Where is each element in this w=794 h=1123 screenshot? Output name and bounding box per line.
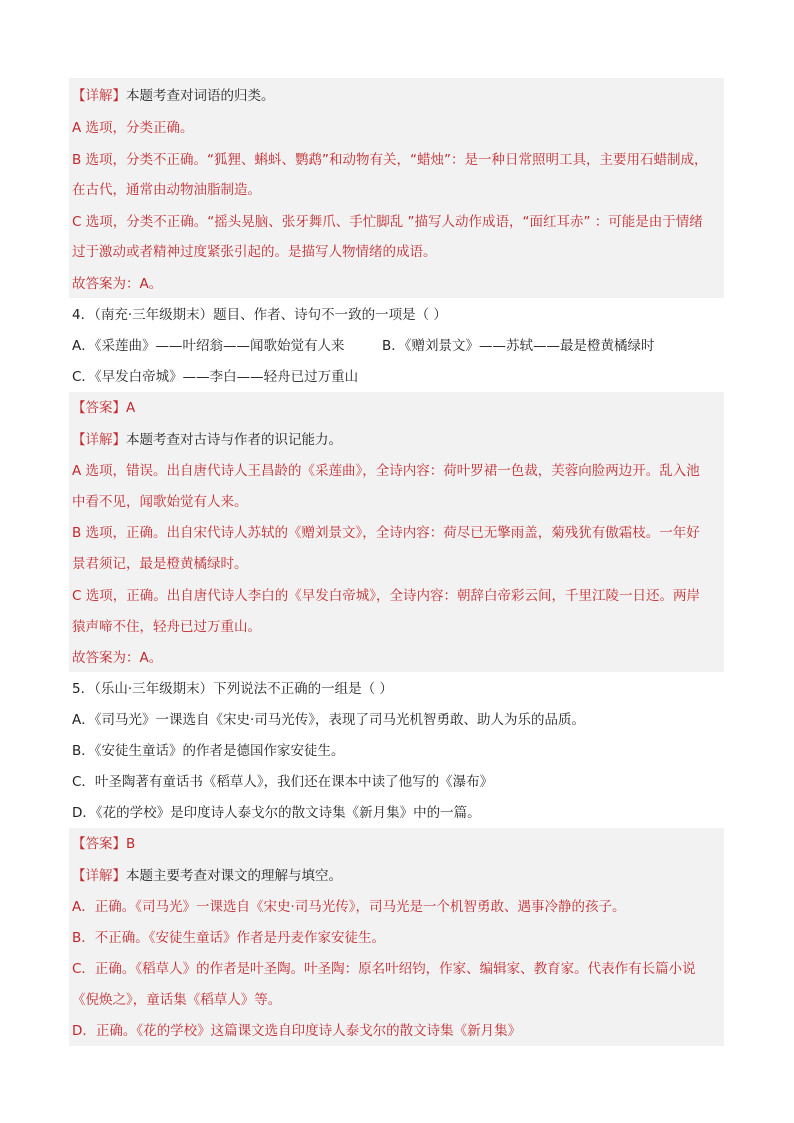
explanation-line: 在古代，通常由动物油脂制造。: [72, 182, 261, 198]
detail-text: 本题主要考查对课文的理解与填空。: [126, 868, 342, 884]
explanation-line: 中看不见，闻歌始觉有人来。: [72, 494, 248, 510]
detail-line: [72, 86, 275, 106]
answer-value: A: [126, 400, 136, 416]
option-a: A．《司马光》一课选自《宋史·司马光传》，表现了司马光机智勇敢、助人为乐的品质。: [72, 712, 586, 728]
explanation-line: 故答案为：A。: [72, 276, 163, 292]
option-b: B．《赠刘景文》——苏轼——最是橙黄橘绿时: [382, 338, 655, 354]
answer-tag: 【答案】: [72, 836, 126, 852]
detail-line: [72, 430, 342, 450]
option-b: B．《安徒生童话》的作者是德国作家安徒生。: [72, 743, 345, 759]
explanation-line: A．正确。《司马光》一课选自《宋史·司马光传》，司马光是一个机智勇敢、遇事冷静的孩子。: [72, 899, 626, 915]
question-stem: 5．（乐山·三年级期末）下列说法不正确的一组是（ ）: [72, 681, 393, 697]
answer-line: [72, 398, 135, 418]
detail-text: 本题考查对古诗与作者的识记能力。: [126, 432, 342, 448]
option-c: C．《早发白帝城》——李白——轻舟已过万重山: [72, 369, 359, 385]
explanation-line: C．正确。《稻草人》的作者是叶圣陶。叶圣陶：原名叶绍钧，作家、编辑家、教育家。代表作有长篇小说: [72, 961, 696, 977]
detail-tag: 【详解】: [72, 432, 126, 448]
explanation-line: 故答案为：A。: [72, 650, 163, 666]
explanation-line: 过于激动或者精神过度紧张引起的。是描写人物情绪的成语。: [72, 244, 437, 260]
explanation-line: A 选项，分类正确。: [72, 120, 194, 136]
explanation-line: B 选项，正确。出自宋代诗人苏轼的《赠刘景文》，全诗内容：荷尽已无擎雨盖，菊残犹有傲霜枝。一年好: [72, 525, 700, 541]
explanation-line: C 选项，分类不正确。“摇头晃脑、张牙舞爪、手忙脚乱 ”描写人动作成语，“面红耳赤” ：可能是由于情绪: [72, 214, 703, 230]
option-d: D．《花的学校》是印度诗人泰戈尔的散文诗集《新月集》中的一篇。: [72, 805, 481, 821]
detail-tag: 【详解】: [72, 88, 126, 104]
explanation-line: B．不正确。《安徒生童话》作者是丹麦作家安徒生。: [72, 930, 386, 946]
explanation-line: C 选项，正确。出自唐代诗人李白的《早发白帝城》，全诗内容：朝辞白帝彩云间，千里江陵一日还。两岸: [72, 588, 700, 604]
explanation-line: 猿声啼不住，轻舟已过万重山。: [72, 619, 261, 635]
question-stem: 4．（南充·三年级期末）题目、作者、诗句不一致的一项是（ ）: [72, 307, 447, 323]
explanation-line: B 选项，分类不正确。“狐狸、蝌蚪、鹦鹉”和动物有关，“蜡烛”：是一种日常照明工具，主要用石蜡制成，: [72, 152, 708, 168]
answer-tag: 【答案】: [72, 400, 126, 416]
explanation-line: 《倪焕之》，童话集《稻草人》等。: [72, 992, 282, 1008]
detail-text: 本题考查对词语的归类。: [126, 88, 275, 104]
detail-tag: 【详解】: [72, 868, 126, 884]
explanation-line: 景君须记，最是橙黄橘绿时。: [72, 556, 248, 572]
option-a: A．《采莲曲》——叶绍翁——闻歌始觉有人来: [72, 338, 345, 354]
explanation-line: A 选项，错误。出自唐代诗人王昌龄的《采莲曲》，全诗内容：荷叶罗裙一色裁，芙蓉向脸两边开。乱入池: [72, 463, 700, 479]
option-c: C．叶圣陶著有童话书《稻草人》，我们还在课本中读了他写的《瀑布》: [72, 774, 494, 790]
detail-line: [72, 866, 342, 886]
answer-line: [72, 834, 135, 854]
explanation-line: D．正确。《花的学校》这篇课文选自印度诗人泰戈尔的散文诗集《新月集》: [72, 1023, 522, 1039]
answer-value: B: [126, 836, 136, 852]
